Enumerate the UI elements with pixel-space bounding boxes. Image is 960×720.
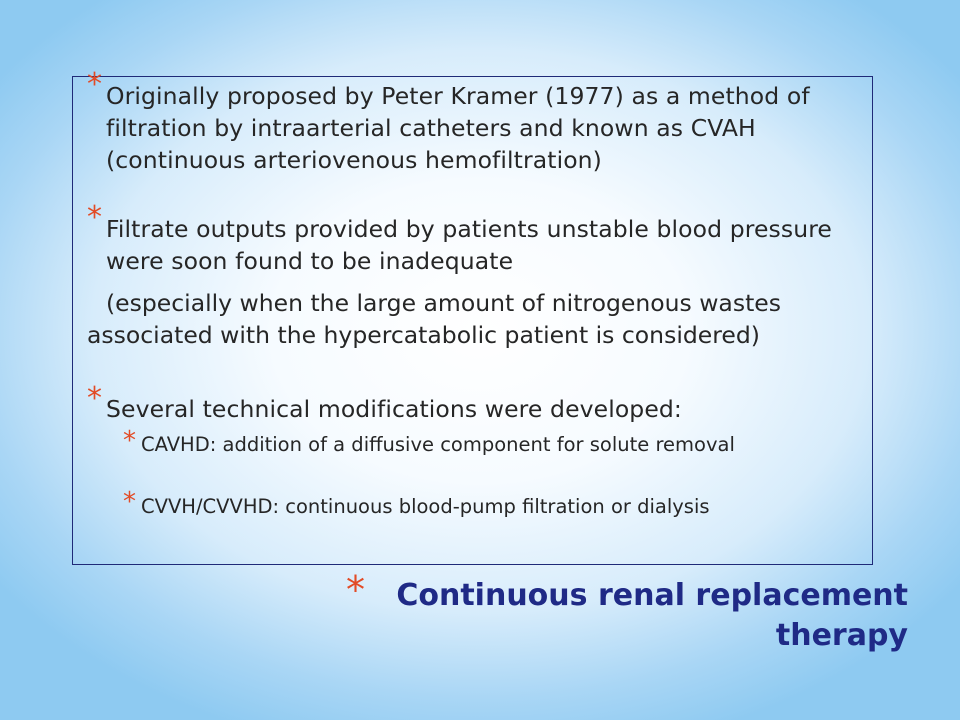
bullet-text-1: Originally proposed by Peter Kramer (1977) as a method of filtration by intraarterial catheters and known as CVAH (continuous arteriovenous hemofiltration) xyxy=(106,82,810,174)
bullet-marker: * xyxy=(87,67,102,102)
sub-bullet-text-1: CAVHD: addition of a diffusive component for solute removal xyxy=(141,433,735,456)
sub-bullet-marker: * xyxy=(123,487,136,517)
sub-bullet-marker: * xyxy=(123,426,136,456)
bullet-text-2: Filtrate outputs provided by patients unstable blood pressure were soon found to be inadequate xyxy=(106,215,832,275)
bullet-text-3: Several technical modifications were developed: xyxy=(106,395,682,423)
slide-title: Continuous renal replacement therapy xyxy=(396,578,908,653)
title-bullet-marker: * xyxy=(346,568,365,612)
note-paragraph: (especially when the large amount of nitrogenous wastes associated with the hypercatabolic patient is considered) xyxy=(87,289,781,349)
sub-bullet-text-2: CVVH/CVVHD: continuous blood-pump filtration or dialysis xyxy=(141,495,710,518)
bullet-marker: * xyxy=(87,381,102,416)
bullet-marker: * xyxy=(87,200,102,235)
